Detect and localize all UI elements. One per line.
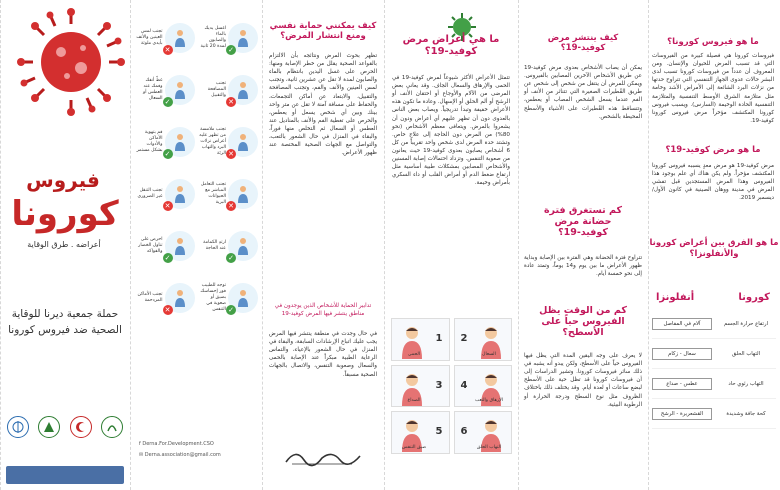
symptoms-grid [391,318,512,454]
protection-subtitle: تدابير الحماية للأشخاص الذين يوجدون في مناطق ينتشر فيها المرض كوفيد-19 [274,303,372,318]
symptom-label: ضيق التنفس [401,445,427,450]
cross-icon: ✕ [163,305,173,315]
prevention-caption: غطّ أنفك وفمك عند العطس أو السعال [143,77,163,102]
cross-icon: ✕ [163,201,173,211]
compare-corona-cell: كحة جافة وشديدة [726,410,766,417]
prevention-caption: ارتدِ الكمامة عند الحاجة [203,239,226,251]
prevention-item [199,120,259,164]
compare-header [652,292,776,309]
who-logo [4,416,32,452]
compare-flu-cell: عطس - صداع [652,378,712,390]
symptoms-panel [384,0,518,490]
about-body: فيروسات كورونا هي فصيلة كبيرة من الفيروسات التي قد تسبب المرض للحيوان والإنسان. ومن المعروف أن عدداً من فيروسات كورونا تسبب لدى البشر حالات عدوى الجهاز التنفسي التي تتراوح حدتها من نزلات البرد الشائعة إلى الأمراض الأشد وخامة مثل متلازمة الشرق الأوسط التنفسية والمتلازمة التنفسية الحادة الوخيمة (السارس). ويسبب فيروس كورونا المكتشف مؤخراً مرض فيروس كورونا كوفيد-19. [652,53,774,124]
symptom-number: 3 [435,379,443,391]
person-figure-icon [228,231,258,261]
check-icon: ✓ [226,305,236,315]
compare-row [652,339,776,369]
prevention-item [199,224,259,268]
cover-panel [0,0,130,490]
symptom-label: الإرهاق والتعب [475,398,503,404]
compare-row [652,399,776,429]
surface-title: كم من الوقت يظل الفيروس حياً على الأسطح؟ [539,305,627,338]
compare-corona-cell: ارتفاع حرارة الجسم [723,320,769,327]
email-address: Derna.association@gmail.com [144,451,221,458]
spread-panel [518,0,648,490]
protection-panel [262,0,384,490]
prevention-caption: توجه للطبيب فور إحساسك بضيق أو صعوبة في التنفس [200,282,226,313]
symptom-number: 4 [460,379,468,391]
ministry-emblem-icon [38,416,60,438]
derna-association-logo [98,416,126,452]
person-figure-icon [165,179,195,209]
cross-icon: ✕ [226,97,236,107]
symptoms-body: تتمثل الأعراض الأكثر شيوعاً لمرض كوفيد-19 في الحمى والإرهاق والسعال الجاف. وقد يعاني بعض المرضى من الآلام والأوجاع أو احتقان الأنف أو الرشح أو ألم الحلق أو الإسهال. وعادة ما تكون هذه الأعراض خفيفة وتبدأ تدريجياً. ويصاب بعض الناس بالعدوى دون أن تظهر عليهم أي أعراض ودون أن يشعروا بالمرض. ويتعافى معظم الأشخاص (نحو 80%) من المرض دون الحاجة إلى علاج خاص. وتشتد حدة المرض لدى شخص واحد تقريباً من كل 6 أشخاص يصابون بعدوى كوفيد-19 حيث يعانون من صعوبة التنفس. وتزداد احتمالات إصابة المسنين والأشخاص المصابين بمشكلات طبية أساسية مثل ارتفاع ضغط الدم أو أمراض القلب أو داء السكري بأمراض وخيمة. [392,75,510,187]
symptom-tile [454,318,513,361]
compare-corona-cell: التهاب رئوي حاد [728,380,764,387]
cross-icon: ✕ [226,149,236,159]
contact-info [139,439,221,460]
prevention-caption: تجنب التنقل غير الضروري [137,187,163,199]
cross-icon: ✕ [226,201,236,211]
prevention-item [135,224,195,268]
surface-body: لا يعرف على وجه اليقين المدة التي يظل فيها الفيروس حياً على الأسطح، ولكن يبدو أنه يشبه في ذلك سائر فيروسات كورونا. وتشير الدراسات إلى أن فيروسات كورونا قد تظل حية على الأسطح لبضع ساعات أو لعدة أيام. وقد يختلف ذلك باختلاف الظروف مثل نوع السطح ودرجة الحرارة أو الرطوبة البيئية. [524,353,642,408]
protection-body2: في حال وجدت في منطقة ينتشر فيها المرض يجب عليك اتباع الإرشادات السابقة، والبقاء في المنزل في حال الشعور بالإعياء، والتماس الرعاية الطبية مبكراً عند الإصابة بالحمى والسعال وصعوبة التنفس، والاتصال بالجهات الصحية مسبقاً. [269,331,377,378]
symptom-label: التهاب الحلق [476,445,502,450]
person-figure-icon [228,283,258,313]
compare-col-flu: أنفلونزا [656,292,695,303]
facebook-contact[interactable]: f Derna.For.Development.CSO [139,441,214,447]
prevention-item [135,120,195,164]
ministry-logo [35,416,63,452]
check-icon: ✓ [163,253,173,263]
symptom-tile [391,411,450,454]
crescent-emblem-icon [70,416,92,438]
about-title: ما هو فيروس كورونا؟ [667,37,759,47]
symptom-tile [454,365,513,408]
prevention-item [199,276,259,320]
symptom-number: 1 [435,333,443,344]
compare-table [652,292,776,429]
compare-flu-cell: آلام في المفاصل [652,318,712,330]
prevention-item [135,276,195,320]
symptom-label: الحمى [407,351,421,357]
symptom-tile [391,318,450,361]
prevention-caption: احرص على تناول الخضار والفواكه [138,236,163,255]
prevention-caption: قم بتهوية الأماكن والأدوات بشكل مستمر [136,129,163,154]
cover-bottom-bar [6,466,124,484]
person-figure-icon [228,75,258,105]
prevention-caption: تجنب التعامل المباشر مع الحيوانات البرية [200,181,226,206]
symptoms-title: ما هي أعراض مرض كوفيد-19؟ [402,34,500,57]
email-contact[interactable]: ✉ Derna.association@gmail.com [139,451,221,458]
symptom-label: الصداع [407,398,421,404]
person-figure-icon [165,23,195,53]
person-figure-icon [165,127,195,157]
prevention-item [199,16,259,60]
prevention-item [135,172,195,216]
symptom-label: السعال [482,351,496,357]
prevention-grid [135,16,258,320]
derna-emblem-icon [101,416,123,438]
protection-title: كيف يمكنني حماية نفسي ومنع انتشار المرض؟ [269,21,377,41]
compare-flu-cell: القشعريرة - الرشح [652,408,712,420]
covid19-title: ما هو مرض كوفيد-19؟ [665,145,761,155]
person-figure-icon [228,23,258,53]
crescent-logo [67,416,95,452]
cover-title-line2: كورونا [11,194,119,234]
person-figure-icon [228,179,258,209]
facebook-handle: Derna.For.Development.CSO [142,441,214,447]
prevention-item [135,16,195,60]
cross-icon: ✕ [163,45,173,55]
compare-title: ما هو الفرق بين أعراض كورونا والأنفلونزا؟ [649,238,779,260]
prevention-item [199,172,259,216]
about-panel [648,0,780,490]
covid19-body: مرض كوفيد-19 هو مرض معدٍ يسببه فيروس كورونا المكتشف مؤخراً. ولم يكن هناك أي علم بوجود هذا الفيروس وهذا المرض المستجدين قبل تفشي المرض في مدينة ووهان الصينية في كانون الأول/ ديسمبر 2019. [652,163,774,202]
compare-rows [652,309,776,429]
who-emblem-icon [7,416,29,438]
symptom-number: 5 [435,426,443,438]
compare-row [652,369,776,399]
incubation-title: كم تستغرق فترة حضانة مرض كوفيد-19؟ [543,205,623,238]
compare-flu-cell: سعال - زكام [652,348,712,360]
symptom-tile [391,365,450,408]
symptom-number: 6 [460,426,468,438]
check-icon: ✓ [226,253,236,263]
person-figure-icon [165,283,195,313]
cover-campaign: حملة جمعية ديرنا للوقاية الصحية ضد فيروس كورونا [8,308,122,337]
symptom-number: 2 [460,333,468,344]
partner-logos [4,412,126,456]
person-figure-icon [165,231,195,261]
prevention-item [199,68,259,112]
prevention-caption: تجنب ملامسة من تظهر عليه أعراض نزلات البرد والتهاب الرئة [199,126,226,157]
check-icon: ✓ [226,45,236,55]
compare-col-corona: كورونا [738,292,770,303]
compare-row [652,309,776,339]
prevention-panel [130,0,262,490]
cover-title-line1: فيروس [26,168,100,192]
protection-body: تظهر بحوث المرض ونتائجه بأن الالتزام بالقواعد الصحية يقلل من خطر الإصابة ومنها: الحرص على غسل اليدين بانتظام بالماء والصابون لمدة لا تقل عن عشرين ثانية، وتجنب لمس العينين والأنف والفم، وتجنب المصافحة والتقبيل، والابتعاد عن أماكن التجمعات، والحفاظ على مسافة آمنة لا تقل عن متر واحد بينك وبين أي شخص يسعل أو يعطس، والحرص على تغطية الفم والأنف بالمناديل عند العطس أو السعال ثم التخلص منها فوراً، والبقاء في المنزل في حال الشعور بالتعب، والتواصل مع الجهات الصحية المختصة عند ظهور الأعراض. [269,53,377,157]
prevention-item [135,68,195,112]
spread-body: يمكن أن يصاب الأشخاص بعدوى مرض كوفيد-19 عن طريق الأشخاص الآخرين المصابين بالفيروس. ويمكن للمرض أن ينتقل من شخص إلى شخص عن طريق القُطيرات الصغيرة التي تتناثر من الأنف أو الفم عندما يسعل الشخص المصاب أو يعطس، وتتساقط هذه القُطيرات على الأشياء والأسطح المحيطة بالشخص. [524,65,642,120]
check-icon: ✓ [163,149,173,159]
symptom-tile [454,411,513,454]
prevention-caption: تجنب لمس العينين والأنف بأيدي ملوثة [136,28,163,47]
check-icon: ✓ [163,97,173,107]
prevention-caption: اغسل يديك بالماء والصابون لمدة 20 ثانية [200,25,226,50]
prevention-caption: تجنب الأماكن المزدحمة [137,291,163,303]
prevention-caption: تجنب المصافحة والتقبيل [207,80,226,99]
calligraphy-signature-icon [282,446,364,468]
cover-subtitle: أعراضه . طرق الوقاية [27,240,101,249]
compare-corona-cell: التهاب الحلق [731,350,761,357]
person-figure-icon [228,127,258,157]
incubation-body: تتراوح فترة الحضانة وهي الفترة بين الإصابة وبداية ظهور الأعراض ما بين يوم و14 يوماً، وتمتد عادة إلى نحو خمسة أيام. [524,255,642,278]
coronavirus-illustration-icon [15,6,127,118]
spread-title: كيف ينتشر مرض كوفيد-19؟ [547,33,619,53]
person-figure-icon [165,75,195,105]
